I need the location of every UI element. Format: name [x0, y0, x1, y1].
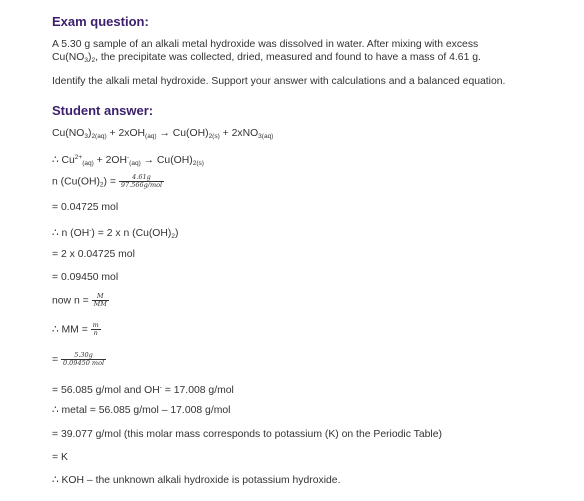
fraction: $\frac{M}{MM}$	[93, 292, 107, 308]
conclusion: ∴ KOH – the unknown alkali hydroxide is potassium hydroxide.	[52, 475, 341, 486]
equation-full: $Cu(NO_3)_{2(aq)} + 2xOH_{(aq)} \to Cu(OH)_{2(s)} + 2xNO_{3(aq)}$	[52, 128, 274, 140]
question-text-line-1: A 5.30 g sample of an alkali metal hydroxide was dissolved in water. After mixing with excess	[52, 39, 479, 50]
moles-copper-hydroxide: n $(Cu(OH)_2)$ = $\frac{4.61g}{\text{97.566g/mol}}$	[52, 173, 163, 189]
fraction: $\frac{4.61g}{\text{97.566g/mol}}$	[120, 173, 163, 189]
calc-fraction: = $\frac{5.30g}{\text{0.09450 mol}}$	[52, 351, 105, 367]
formula-n: now n = $\frac{M}{MM}$	[52, 292, 107, 308]
student-answer-heading: Student answer:	[52, 103, 154, 118]
calc-line: = 2 x 0.04725 mol	[52, 249, 135, 260]
metal-result: = 39.077 g/mol (this molar mass corresponds to potassium (K) on the Periodic Table)	[52, 429, 442, 440]
molar-mass-line: = 56.085 g/mol and OH- = 17.008 g/mol	[52, 384, 234, 396]
exam-question-heading: Exam question:	[52, 14, 149, 29]
fraction: $\frac{m}{n}$	[92, 321, 99, 337]
equation-ionic: ∴ $Cu^{2+}_{(aq)} + 2OH^-_{(aq)} \to Cu(OH)_{2(s)}$	[52, 154, 204, 167]
element-symbol: = K	[52, 452, 68, 463]
question-instruction: Identify the alkali metal hydroxide. Support your answer with calculations and a balanced equation.	[52, 76, 506, 87]
question-text-line-2: $Cu(NO_3)_2$, the precipitate was collected, dried, measured and found to have a mass of 4.61 g.	[52, 52, 481, 64]
calc-line: = 0.04725 mol	[52, 202, 119, 213]
fraction: $\frac{5.30g}{\text{0.09450 mol}}$	[62, 351, 105, 367]
metal-calc: ∴ metal = 56.085 g/mol – 17.008 g/mol	[52, 405, 231, 416]
formula-mm: ∴ MM = $\frac{m}{n}$	[52, 321, 99, 337]
calc-line: = 0.09450 mol	[52, 272, 119, 283]
moles-hydroxide: ∴ n (OH-) = 2 x n $(Cu(OH)_2)$	[52, 227, 179, 240]
